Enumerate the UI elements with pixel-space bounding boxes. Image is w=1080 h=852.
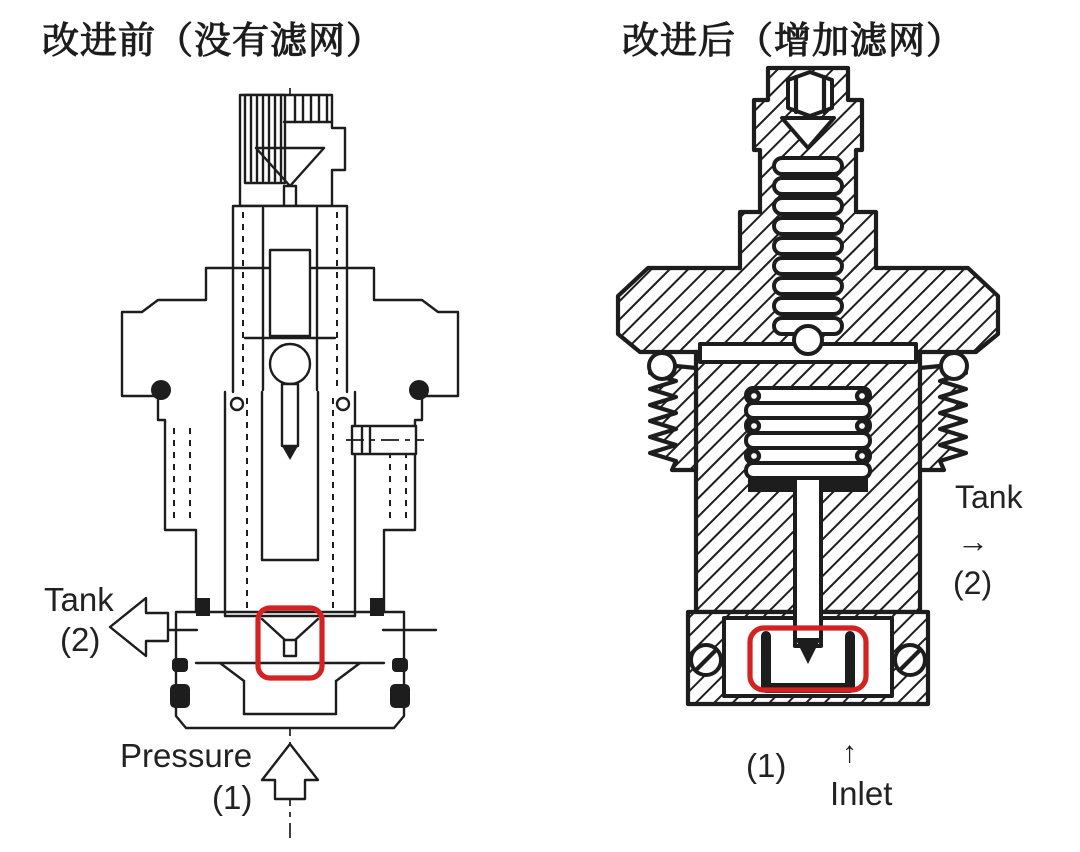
inlet-port: (1) [746, 747, 787, 784]
knurled-screw [245, 95, 285, 183]
pressure-port: (1) [212, 779, 253, 816]
poppet-ball [794, 326, 822, 354]
tank-label-after: Tank [955, 479, 1023, 515]
tank-label-before: Tank [44, 581, 114, 618]
orifice-plug [346, 426, 424, 454]
side-screw [691, 645, 721, 675]
pressure-flow-arrow-icon [262, 744, 318, 799]
o-ring [392, 658, 408, 672]
seal-ball [941, 353, 967, 379]
inlet-arrow-icon: ↑ [842, 736, 857, 769]
o-ring [409, 380, 429, 400]
o-ring [170, 684, 190, 708]
inlet-label: Inlet [830, 775, 893, 812]
o-ring [390, 684, 410, 708]
threaded-side [920, 366, 966, 470]
pressure-label: Pressure [120, 737, 253, 774]
threaded-side [650, 366, 696, 470]
valve-after-diagram [618, 68, 998, 704]
tank-flow-arrow-icon [110, 598, 168, 656]
adjusting-spring [774, 158, 842, 334]
pilot-piston [270, 250, 310, 336]
valve-before-diagram [110, 88, 458, 838]
tank-arrow-icon: → [957, 523, 989, 559]
tank-port-after: (2) [953, 565, 993, 601]
seal-ball [649, 353, 675, 379]
side-screw [895, 645, 925, 675]
title-before: 改进前（没有滤网） [42, 20, 384, 61]
poppet-stem [795, 478, 821, 646]
title-after: 改进后（增加滤网） [622, 20, 964, 61]
o-ring [151, 380, 171, 400]
tank-port-before: (2) [60, 621, 101, 658]
o-ring [172, 658, 188, 672]
poppet-ball [270, 344, 310, 384]
main-spring [746, 388, 870, 478]
